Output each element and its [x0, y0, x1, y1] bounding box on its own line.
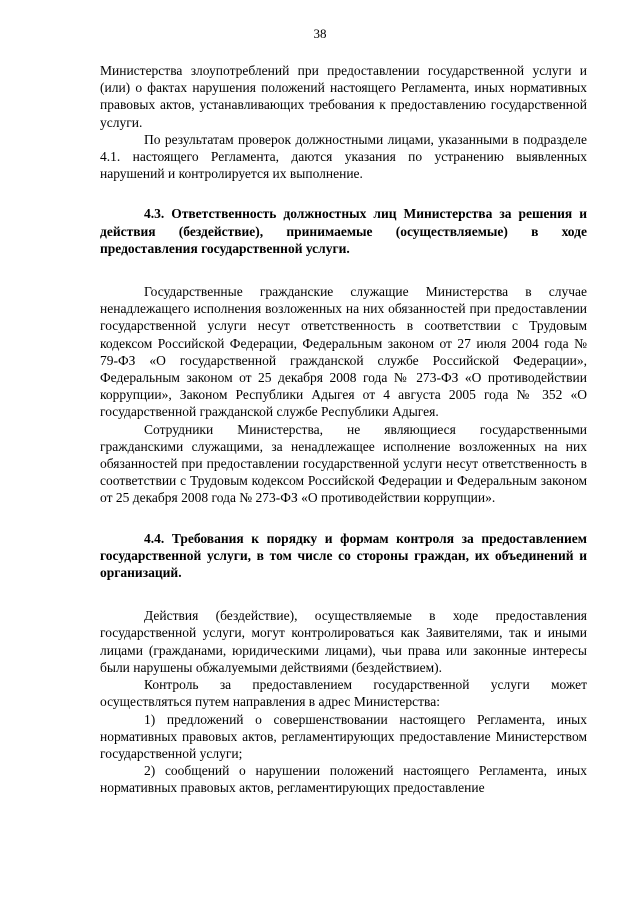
section-heading-4-4: 4.4. Требования к порядку и формам контроля за предоставлением государственной услуги, в том числе со стороны граждан, их объединений и организаций.	[100, 530, 587, 581]
paragraph-inspection-results: По результатам проверок должностными лицами, указанными в подразделе 4.1. настоящего Регламента, даются указания по устранению выявленных нарушений и контролируется их выполнение.	[100, 131, 587, 182]
paragraph-civil-servants-liability: Государственные гражданские служащие Министерства в случае ненадлежащего исполнения возложенных на них обязанностей при предоставлении государственной услуги несут ответственность в соответствии с Трудовым кодексом Российской Федерации, Федеральным законом от 27 июля 2004 года № 79-ФЗ «О государственной гражданской службе Российской Федерации», Федеральным законом от 25 декабря 2008 года № 273-ФЗ «О противодействии коррупции», Законом Республики Адыгея от 4 августа 2005 года № 352 «О государственной гражданской службе Республики Адыгея.	[100, 284, 587, 420]
list-item-reports: 2) сообщений о нарушении положений настоящего Регламента, иных нормативных правовых актов, регламентирующих предоставление	[100, 763, 587, 796]
page-number: 38	[313, 26, 327, 41]
paragraph-ministry-abuses: Министерства злоупотреблений при предоставлении государственной услуги и (или) о фактах нарушения положений настоящего Регламента, иных нормативных правовых актов, устанавливающих требования к предоставлению государственной услуги.	[100, 63, 587, 130]
list-item-proposals: 1) предложений о совершенствовании настоящего Регламента, иных нормативных правовых актов, регламентирующих предоставление Министерством государственной услуги;	[100, 711, 587, 761]
paragraph-control-methods: Контроль за предоставлением государственной услуги может осуществляться путем направления в адрес Министерства:	[100, 677, 587, 710]
paragraph-employees-liability: Сотрудники Министерства, не являющиеся государственными гражданскими служащими, за ненадлежащее исполнение возложенных на них обязанностей при предоставлении государственной услуги несут ответственность в соответствии с Трудовым кодексом Российской Федерации и Федеральным законом от 25 декабря 2008 года № 273-ФЗ «О противодействии коррупции».	[100, 421, 587, 506]
paragraph-actions-control: Действия (бездействие), осуществляемые в ходе предоставления государственной услуги, могут контролироваться как Заявителями, так и иными лицами (гражданами, юридическими лицами), чьи права или законные интересы были нарушены обжалуемыми действиями (бездействием).	[100, 608, 587, 675]
section-heading-4-3: 4.3. Ответственность должностных лиц Министерства за решения и действия (бездействие), принимаемые (осуществляемые) в ходе предоставления государственной услуги.	[100, 206, 587, 256]
document-body	[100, 62, 587, 797]
